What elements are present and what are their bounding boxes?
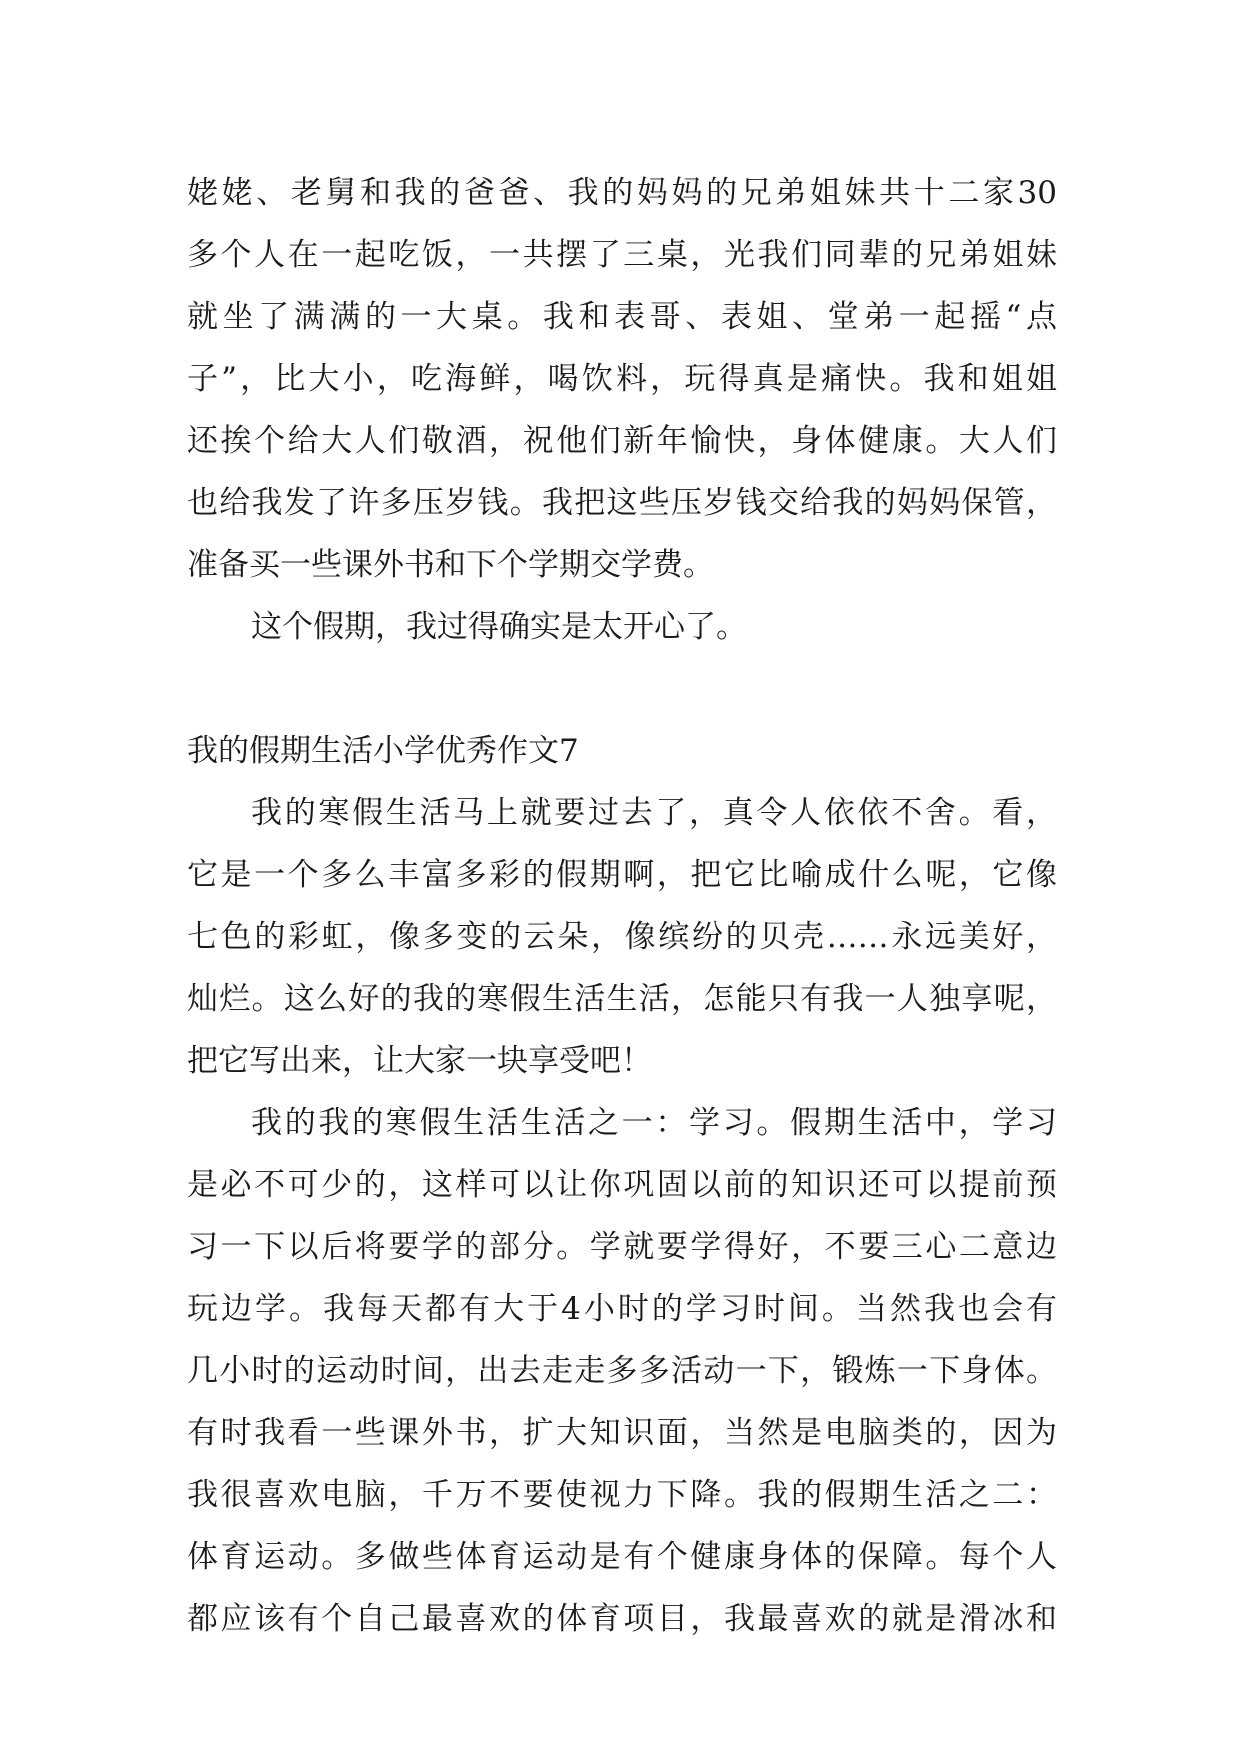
paragraph [187, 1092, 1057, 1650]
paragraph-line: 我的我的寒假生活生活之一：学习。假期生活中，学习 [251, 1105, 1057, 1141]
paragraph-line: 还挨个给大人们敬酒，祝他们新年愉快，身体健康。大人们 [187, 423, 1057, 459]
paragraph-line: 是必不可少的，这样可以让你巩固以前的知识还可以提前预 [187, 1167, 1057, 1203]
paragraph-line: 习一下以后将要学的部分。学就要学得好，不要三心二意边 [187, 1229, 1057, 1265]
paragraph-line: 几小时的运动时间，出去走走多多活动一下，锻炼一下身体。 [187, 1353, 1057, 1389]
paragraph-line: 七色的彩虹，像多变的云朵，像缤纷的贝壳……永远美好， [187, 919, 1057, 955]
paragraph-line: 我的寒假生活马上就要过去了，真令人依依不舍。看， [251, 795, 1057, 831]
paragraph-line: 也给我发了许多压岁钱。我把这些压岁钱交给我的妈妈保管， [187, 485, 1057, 521]
section-spacer [187, 658, 1057, 720]
paragraph-line: 灿烂。这么好的我的寒假生活生活，怎能只有我一人独享呢， [187, 981, 1057, 1017]
paragraph-line: 子”，比大小，吃海鲜，喝饮料，玩得真是痛快。我和姐姐 [187, 361, 1057, 397]
paragraph-line: 我很喜欢电脑，千万不要使视力下降。我的假期生活之二： [187, 1477, 1057, 1513]
paragraph [187, 596, 1057, 658]
paragraph-line: 它是一个多么丰富多彩的假期啊，把它比喻成什么呢，它像 [187, 857, 1057, 893]
paragraph-line: 玩边学。我每天都有大于4小时的学习时间。当然我也会有 [187, 1291, 1057, 1327]
paragraph-line: 体育运动。多做些体育运动是有个健康身体的保障。每个人 [187, 1539, 1057, 1575]
paragraph-line: 有时我看一些课外书，扩大知识面，当然是电脑类的，因为 [187, 1415, 1057, 1451]
paragraph-line: 准备买一些课外书和下个学期交学费。 [187, 547, 714, 583]
paragraph-line: 就坐了满满的一大桌。我和表哥、表姐、堂弟一起摇“点 [187, 299, 1057, 335]
paragraph-line: 多个人在一起吃饭，一共摆了三桌，光我们同辈的兄弟姐妹 [187, 237, 1057, 273]
paragraph [187, 782, 1057, 1092]
paragraph-line: 这个假期，我过得确实是太开心了。 [251, 609, 747, 645]
paragraph [187, 162, 1057, 596]
paragraph-line: 把它写出来，让大家一块享受吧！ [187, 1043, 652, 1079]
section-heading: 我的假期生活小学优秀作文7 [187, 733, 579, 769]
paragraph-line: 姥姥、老舅和我的爸爸、我的妈妈的兄弟姐妹共十二家30 [187, 175, 1057, 211]
paragraph-line: 都应该有个自己最喜欢的体育项目，我最喜欢的就是滑冰和 [187, 1601, 1057, 1637]
document-body [187, 162, 1057, 1650]
